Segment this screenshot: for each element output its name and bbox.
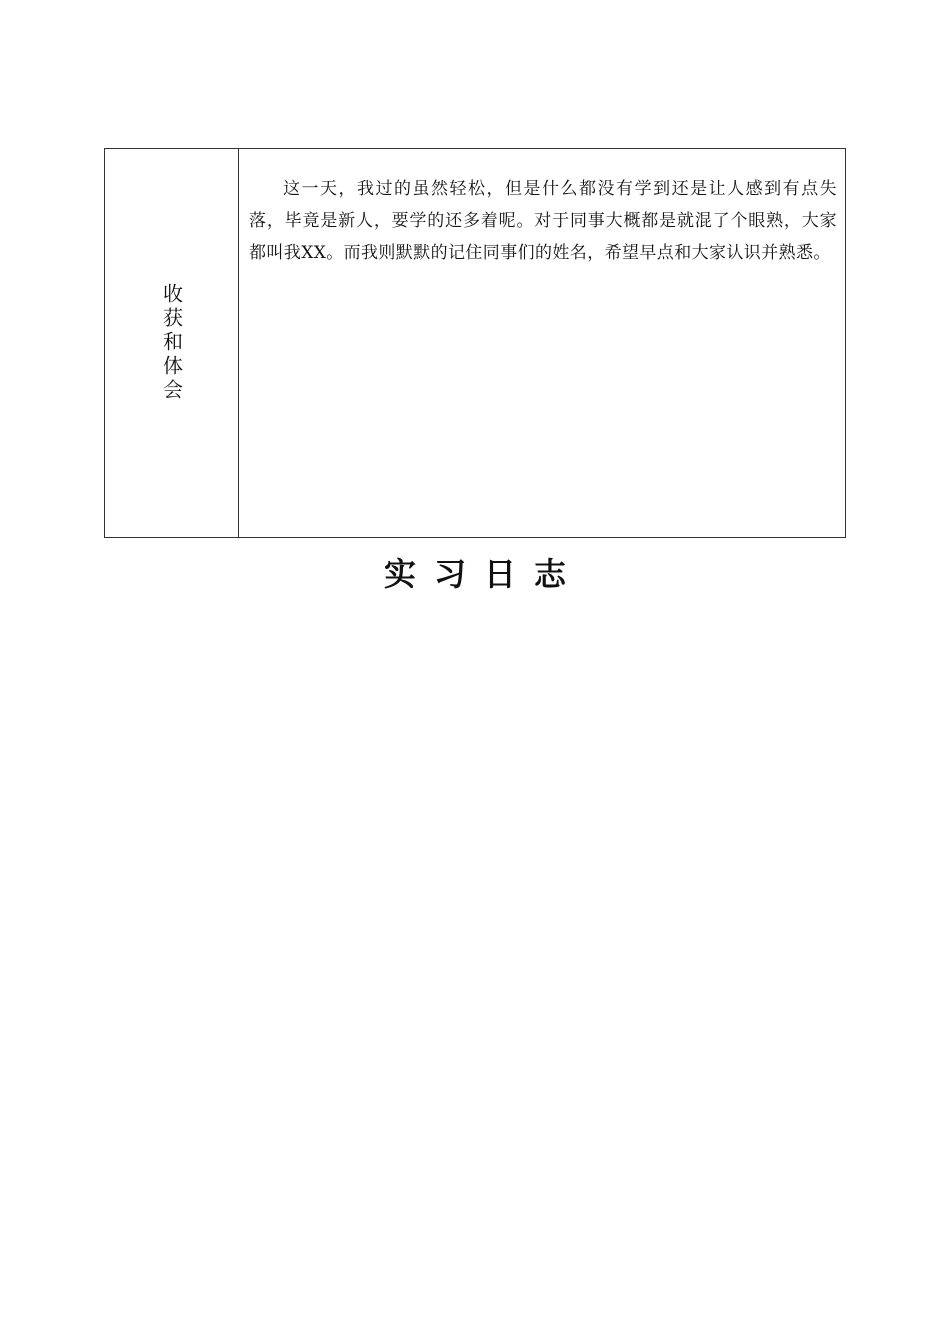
harvest-content: 这一天，我过的虽然轻松，但是什么都没有学到还是让人感到有点失落，毕竟是新人，要学的还多着呢。对于同事大概都是就混了个眼熟，大家都叫我XX。而我则默默的记住同事们的姓名，希望早点和大家认识并熟悉。 [249,179,837,263]
page-title: 实习日志 [383,555,584,593]
label-cell [105,149,239,537]
content-cell [239,149,845,537]
log-table [104,148,846,538]
harvest-label: 收获和体会 [159,283,184,403]
